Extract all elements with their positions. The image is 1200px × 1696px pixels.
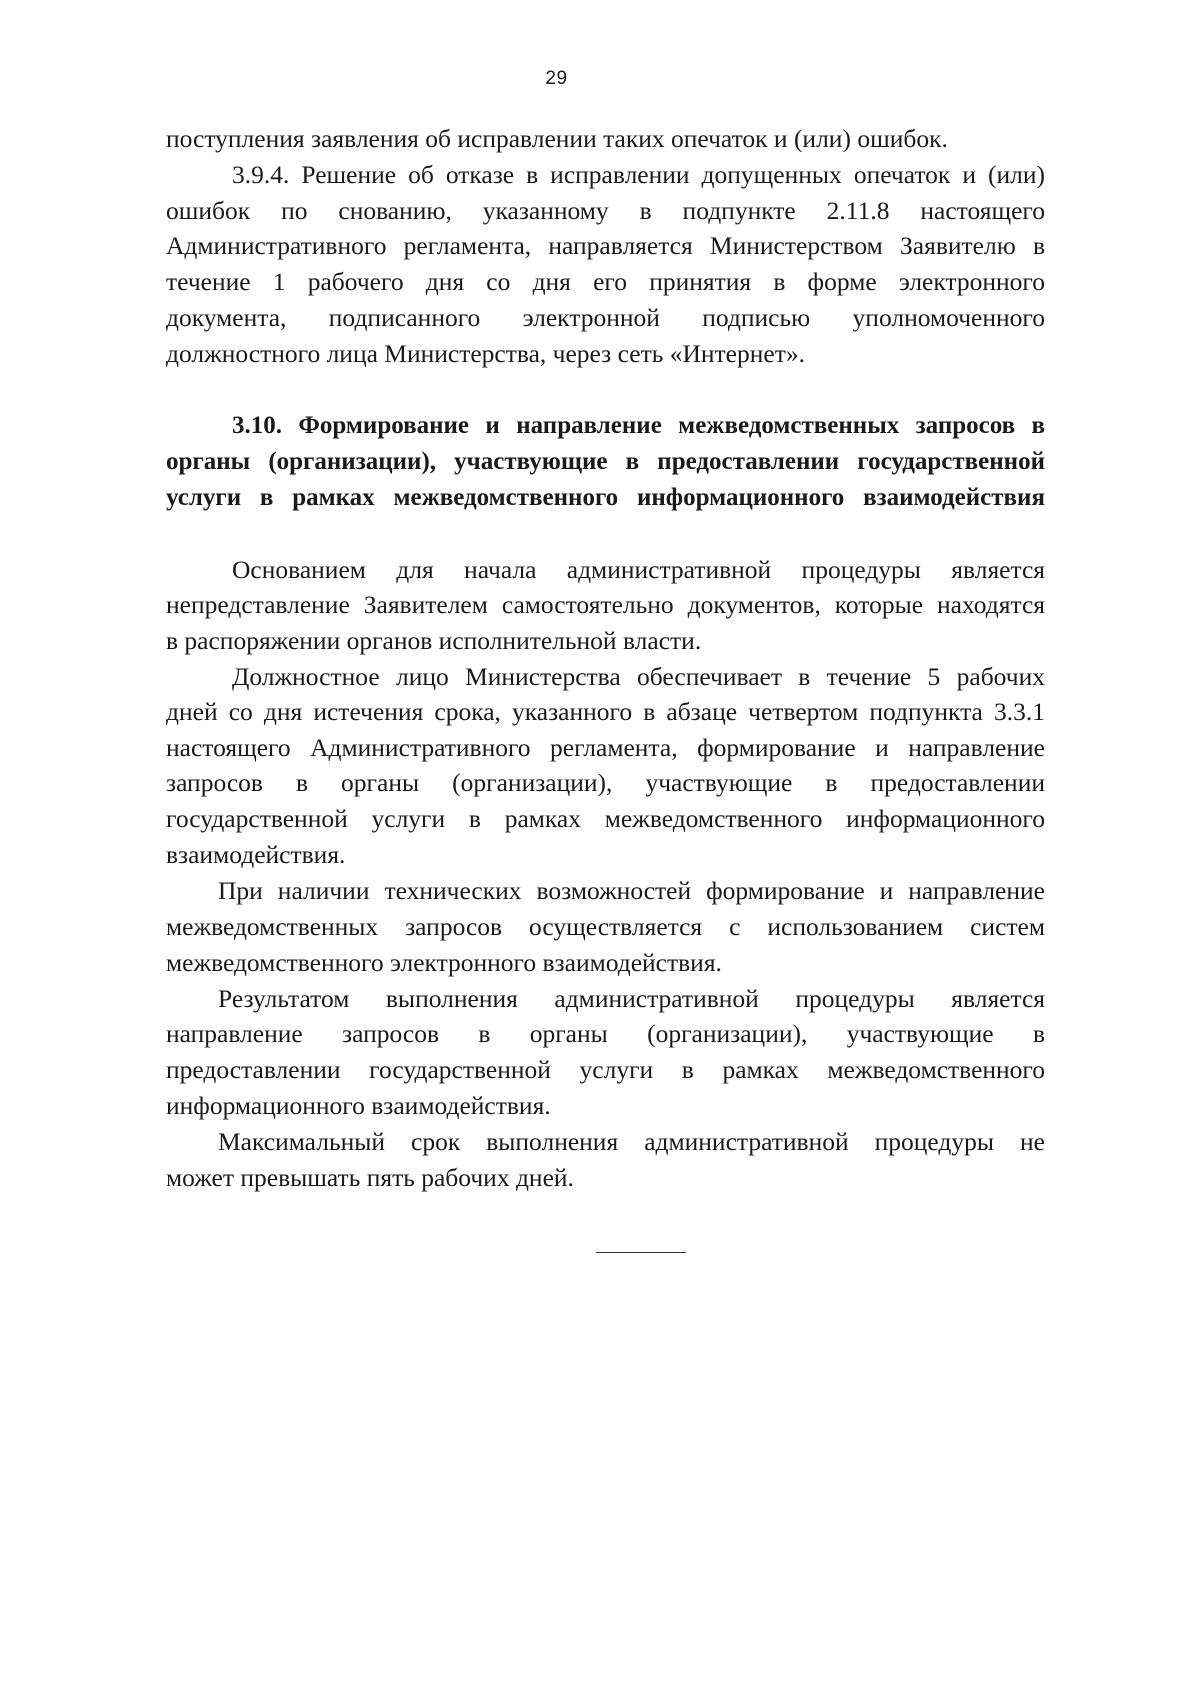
- paragraph-line: направление запросов в органы (организации), участвующие в: [166, 1019, 1045, 1048]
- paragraph-line: запросов в органы (организации), участвующие в предоставлении: [166, 768, 1045, 797]
- paragraph-line: межведомственного электронного взаимодействия.: [166, 948, 722, 977]
- paragraph-line: Результатом выполнения административной процедуры является: [218, 984, 1045, 1013]
- paragraph-line: информационного взаимодействия.: [166, 1091, 551, 1120]
- paragraph-line: При наличии технических возможностей формирование и направление: [218, 876, 1045, 905]
- paragraph-line: межведомственных запросов осуществляется с использованием систем: [166, 912, 1045, 941]
- intro-line: поступления заявления об исправлении таких опечаток и (или) ошибок.: [166, 124, 948, 153]
- paragraph-line: Должностное лицо Министерства обеспечивает в течение 5 рабочих: [232, 662, 1045, 691]
- heading-line: органы (организации), участвующие в предоставлении государственной: [166, 448, 1045, 475]
- paragraph-line: дней со дня истечения срока, указанного в абзаце четвертом подпункта 3.3.1: [166, 697, 1045, 726]
- paragraph-line: Основанием для начала административной процедуры является: [232, 555, 1045, 584]
- paragraph-line: документа, подписанного электронной подписью уполномоченного: [166, 303, 1045, 332]
- page-number: 29: [545, 68, 568, 89]
- paragraph-line: должностного лица Министерства, через сеть «Интернет».: [166, 339, 805, 368]
- paragraph-line: настоящего Административного регламента, формирование и направление: [166, 733, 1045, 762]
- paragraph-line: в распоряжении органов исполнительной власти.: [166, 626, 702, 655]
- heading-line: 3.10. Формирование и направление межведомственных запросов в: [232, 412, 1045, 439]
- paragraph-line: взаимодействия.: [166, 840, 346, 869]
- paragraph-line: Максимальный срок выполнения административной процедуры не: [218, 1127, 1045, 1156]
- paragraph-line: Административного регламента, направляется Министерством Заявителю в: [166, 231, 1045, 260]
- end-divider: [596, 1252, 686, 1253]
- heading-line: услуги в рамках межведомственного информационного взаимодействия: [166, 484, 1045, 511]
- paragraph-line: непредставление Заявителем самостоятельно документов, которые находятся: [166, 590, 1045, 619]
- paragraph-line: ошибок по снованию, указанному в подпункте 2.11.8 настоящего: [166, 196, 1045, 225]
- paragraph-line: 3.9.4. Решение об отказе в исправлении допущенных опечаток и (или): [232, 160, 1045, 189]
- paragraph-line: может превышать пять рабочих дней.: [166, 1163, 574, 1192]
- paragraph-line: предоставлении государственной услуги в рамках межведомственного: [166, 1055, 1045, 1084]
- paragraph-line: государственной услуги в рамках межведомственного информационного: [166, 804, 1045, 833]
- paragraph-line: течение 1 рабочего дня со дня его принятия в форме электронного: [166, 267, 1045, 296]
